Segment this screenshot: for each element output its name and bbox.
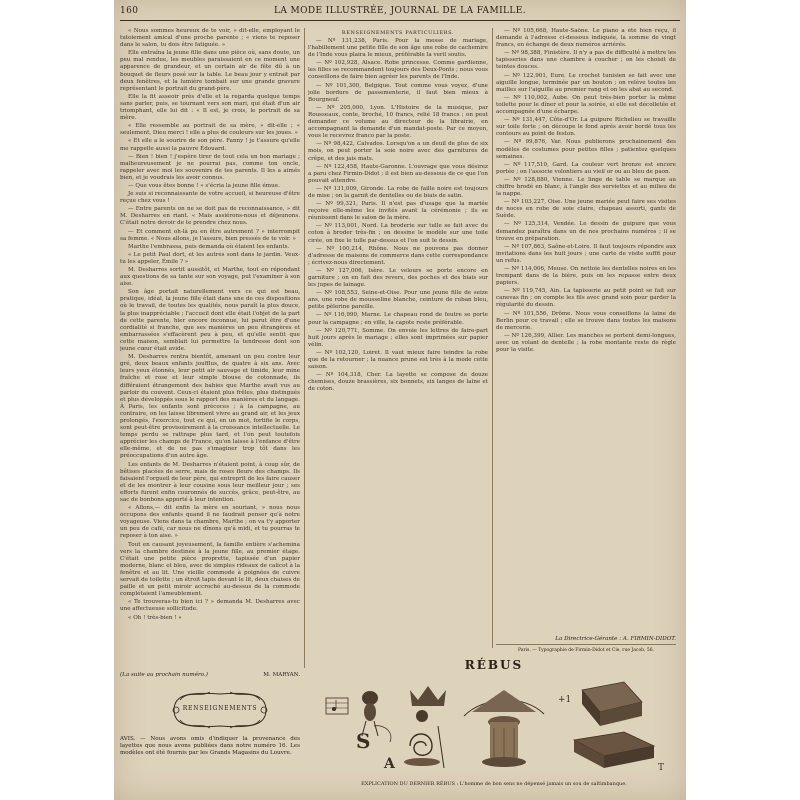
ribbon-icon xyxy=(374,726,391,742)
correspondence-column xyxy=(308,38,488,643)
paragraph: — Nº 122,901, Eure. Le crochet tunisien se fait avec une aiguille longue, terminée par un bouton ; on relève toutes les mailles sur l'aiguille au premier rang et on les abat au second. xyxy=(496,72,676,93)
paragraph: « Et elle a le sourire de son père. Fanny ! je t'assure qu'elle me rappelle aussi la pauvre Édouard. xyxy=(120,138,300,152)
paragraph: M. Desharres sortit aussitôt, et Marthe, tout en répondant aux questions de sa tante sur son voyage, put l'examiner à son aise. xyxy=(120,267,300,288)
paragraph: — Nº 108,553, Seine-et-Oise. Pour une jeune fille de seize ans, une robe de mousseline blanche, ceinture de ruban bleu, petite pèlerine pareille. xyxy=(308,290,488,311)
paragraph: — Nº 101,300, Belgique. Tout comme vous voyez, d'une jolie bordure de passementerie, il faut bien mieux à Bourgneuf. xyxy=(308,82,488,103)
paragraph: — Nº 98,422, Calvados. Lorsqu'on a un deuil de plus de six mois, on peut porter la soie noire avec des garnitures de crêpe, et des jais mats. xyxy=(308,141,488,162)
paragraph: « Nous sommes heureux de te voir, » dit-elle, employant le tutoiement amical d'une proche parente ; « viens te reposer dans le salon, tu dois être fatiguée. » xyxy=(120,28,300,49)
paragraph: — Nº 110,002, Aube. On peut très-bien porter la même toilette pour le dîner et pour la soirée, si elle est décolletée et accompagnée d'une écharpe. xyxy=(496,94,676,116)
paragraph: — Nº 98,388, Finistère. Il n'y a pas de difficulté à mettre les tapisseries dans une chambre à coucher ; on les choisit de teintes douces. xyxy=(496,50,676,71)
avis-notice: AVIS. — Nous avons omis d'indiquer la provenance des layettes que nous avons publiées dans notre numéro 16. Les modèles ont été fournis par les Grands Magasins du Louvre. xyxy=(120,736,300,757)
paragraph: Je suis si reconnaissante de votre accueil, si heureuse d'être reçue chez vous ! xyxy=(120,191,300,205)
paragraph: — Nº 102,120, Loiret. Il vaut mieux faire teindre la robe que de la retourner ; la nuance prune est très à la mode cette saison. xyxy=(308,349,488,371)
paragraph: — Nº 126,399, Allier. Les manches se portent demi-longues, avec un volant de dentelle ; la robe montante reste de règle pour la visite. xyxy=(496,332,676,354)
paragraph: — Nº 104,318, Cher. La layette se compose de douze chemises, douze brassières, six bonnets, six langes de laine et de coton. xyxy=(308,372,488,393)
rebus-illustration xyxy=(324,676,680,774)
paragraph: — Nº 131,238, Paris. Pour la messe de mariage, l'habillement une petite fille de son âge une robe de cachemire de l'Inde vous plaira le mieux, préférable la veril soutis. xyxy=(308,38,488,59)
paragraph: Elle la fit asseoir près d'elle et la regarda quelque temps sans parler, puis, se tournant vers son mari, qui était d'un air triomphant, elle lui dit : « Il est, je crois, le portrait de sa mère. xyxy=(120,93,300,122)
column-divider xyxy=(304,28,305,668)
paragraph: — Nº 128,880, Vienne. Le linge de table se marque au chiffre brodé en blanc, à l'angle des serviettes et au milieu de la nappe. xyxy=(496,176,676,198)
paragraph: M. Desharres rentra bientôt, amenant un peu contre leur gré, deux beaux enfants joufflus, de quatre à six ans. Avec leurs yeux étonnés, leur petit air sauvage et timide, leur mine fraîche et rose et leur simple blouse de cotonnade, ils différaient étrangement des babies que Marthe avait vus au parloir du couvent. Ceux-ci étaient plus frêles, plus distingués et plus développés sous le rapport des manières et du langage. À Paris, les enfants sont précoces ; à la campagne, au contraire, on les laisse librement vivre au grand air, et les jeux prolongés, l'exercice, tout ce qui, en un mot, fortifie le corps, sont peut-être provisoirement à la croissance intellectuelle. Le temps perdu se rattrape plus tard, et l'on peut toutefois apprécier les champs de France, qu'on laisse à l'enfance d'être elle-même, et de ne pas s'imaginer trop tôt dans les préoccupations d'un autre âge. xyxy=(120,354,300,460)
paragraph: — Nº 99,321, Paris. Il n'est pas d'usage que la mariée reçoive elle-même les invités avant la cérémonie ; ils se réunissent dans le salon de la mère. xyxy=(308,201,488,222)
stack-of-books-icon xyxy=(574,732,654,768)
paragraph: « Allons,— dit enfin la mère en souriant, » nous nous occupons des enfants quand il ne faudrait penser qu'à notre voyageuse. Viens dans ta chambre, Marthe ; on va t'y apporter un peu de café, car nous ne dînons qu'à midi, et tu pourras te reposer à ton aise. » xyxy=(120,505,300,540)
paragraph: « Te trouveras-tu bien ici ? » demanda M. Desharres avec une affectueuse sollicitude. xyxy=(120,599,300,613)
column-divider xyxy=(492,28,493,648)
author-name: M. MARYAN. xyxy=(263,672,300,678)
paragraph: Son âge portait naturellement vers ce qui est beau, pratique, idéal, la jeune fille était dans une de ces dispositions où le travail, de toutes les qualités, nous paraît la plus douce, la plus inappréciable ; l'accueil dont elle était l'objet de la part de cette parente, hier encore inconnue, lui parut être d'une cordialité si franche, que ses manières un peu étrangères et embarrassées s'effacèrent peu à peu, et qu'elle sentit que cette maison, semblait lui permettre la tendresse dont son jeune cœur était avide. xyxy=(120,289,300,353)
correspondence-column-continued xyxy=(496,28,676,634)
paragraph: « Oh ! très-bien ! » xyxy=(128,614,182,621)
paragraph: — Nº 125,314, Vendée. Le dessin de guipure que vous demandez paraîtra dans un de nos prochains numéros ; il se trouve en préparation. xyxy=(496,221,676,242)
paragraph: Tout en causant joyeusement, la famille entière s'achemina vers la chambre destinée à la jeune fille, au premier étage. C'était une petite pièce proprette, tapissée d'un papier moderne, blanc et bleu, avec de simples rideaux de calicot à la fenêtre et au lit. Une vieille commode à poignées de cuivre servait de toilette ; un étroit tapis devant le lit, deux chaises de paille et un petit miroir accroché au-dessus de la commode complétaient l'ameublement. xyxy=(120,541,300,598)
paragraph: — Nº 102,928, Alsace. Robe princesse. Comme gardienne, les filles se recommandent toujours des Deux-Ponts ; nous vous conseillons de faire bien agréer les parents de l'Inde. xyxy=(308,60,488,81)
header-rule xyxy=(120,20,680,21)
paragraph: — Nº 131,447, Côte-d'Or. La guipure Richelieu se travaille sur toile forte ; on découpe le fond après avoir bordé tous les contours au point de feston. xyxy=(496,117,676,138)
story-column xyxy=(120,28,300,668)
paragraph: — Nº 122,458, Haute-Garonne. L'ouvrage que vous désirez a paru chez Firmin-Didot ; il est bien au-dessous de ce que l'on pouvait attendre. xyxy=(308,163,488,184)
newspaper-page xyxy=(114,0,686,800)
paragraph: — Nº 103,227, Oise. Une jeune mariée peut faire ses visites de noces en robe de soie claire, chapeau assorti, gants de Suède. xyxy=(496,199,676,220)
printer-imprint: Paris. — Typographie de Firmin-Didot et Cie, rue Jacob, 56. xyxy=(517,648,655,653)
rebus-letter-t: T xyxy=(658,763,665,773)
paragraph: — Entre parents on ne se doit pas de reconnaissance, » dit M. Desharres en riant. « Mais assiérons-nous et déjeunons. C'était notre devoir de te prendre chez nous. xyxy=(120,206,300,227)
paragraph: — Nº 117,510, Gard. La couleur vert bronze est encore portée ; on l'associe volontiers au vieil or ou au bleu de paon. xyxy=(496,161,676,175)
rebus-letter-a: A xyxy=(384,756,395,772)
tent-icon xyxy=(464,690,544,716)
paragraph: — Nº 100,214, Rhône. Nous ne pouvons pas donner d'adresse de maisons de commerce dans cette correspondance ; écrivez-nous directement. xyxy=(308,245,488,266)
page-number: 160 xyxy=(120,6,139,16)
book-icon xyxy=(582,682,642,726)
paragraph: « Le petit Paul dort, et les autres sont dans le jardin. Veux-tu les appeler, Émile ? » xyxy=(120,251,300,265)
paragraph: — Nº 205,000, Lyon. L'Histoire de la musique, par Rousseaux, conte, broché, 10 francs, relié 18 francs ; on peut demander ce volume au directeur de la librairie, en accompagnant la demande d'un mandat-poste. Par ce moyen, vous le recevrez franco par la poste. xyxy=(308,104,488,140)
paragraph: — Nº 101,556, Drôme. Nous vous conseillons la laine de Berlin pour ce travail ; elle se trouve dans toutes les maisons de mercerie. xyxy=(496,310,676,331)
paragraph: — Nº 131,009, Gironde. La robe de faille noire est toujours de mise ; on la garnit de dentelles ou de biais de satin. xyxy=(308,185,488,199)
paragraph: — Bien ! bien ! j'espère tirer de tout cela un bon mariage ; malheureusement je ne pourrai pas, comme ton oncle, rappeler avec moi les souvenirs de tes parents. Il les a aimés bien, et je voudrais les avoir connus. xyxy=(120,153,300,181)
paragraph: — Que vous êtes bonne ! » s'écria la jeune fille émue. xyxy=(128,182,280,189)
rebus-plus-one: +1 xyxy=(558,695,572,705)
renseignements-banner xyxy=(170,688,270,732)
snail-figure-icon xyxy=(404,710,444,768)
rebus-title: RÉBUS xyxy=(464,658,524,672)
rebus-letter-s: S xyxy=(356,729,371,753)
paragraph: — Nº 127,006, Isère. Le velours se porte encore en garniture ; on en fait des revers, des poches et des biais sur les jupes de lainage. xyxy=(308,267,488,289)
paragraph: — Nº 120,771, Somme. On envoie les lettres de faire-part huit jours après le mariage ; elles sont imprimées sur papier vélin. xyxy=(308,327,488,348)
paragraph: Marthe l'embrassa, puis demanda où étaient les enfants. xyxy=(128,243,290,250)
paragraph: — Nº 116,990, Marne. Le chapeau rond de feutre se porte pour la campagne ; en ville, la capote reste préférable. xyxy=(308,312,488,326)
section-heading: RENSEIGNEMENTS PARTICULIERS. xyxy=(341,30,455,36)
page-header xyxy=(120,6,680,20)
paragraph: Elle entraîna la jeune fille dans une pièce où, sans doute, un peu mal rendue, les meubles paraissaient en ce moment une apparence de grandeur, et un certain air de fête dû à un bouquet de fleurs posé sur la table. Le beau jour y entrait par deux fenêtres, et la lumière tombait sur une grande gravure représentant le portrait du grand-père. xyxy=(120,50,300,92)
paragraph: « Elle ressemble au portrait de sa mère, » dit-elle ; « seulement, Dieu merci ! elle a plus de couleurs sur les joues. » xyxy=(120,123,300,137)
crown-icon xyxy=(410,686,446,706)
paragraph: — Nº 113,001, Nord. La broderie sur tulle se fait avec du coton à broder très-fin ; on dessine le modèle sur une toile cirée, on fixe le tulle par-dessus et l'on suit le dessin. xyxy=(308,223,488,244)
paragraph: — Nº 119,745, Ain. La tapisserie au petit point se fait sur canevas fin ; on compte les fils avec grand soin pour garder la régularité du dessin. xyxy=(496,288,676,309)
paragraph: — Et comment oh-là pu en être autrement ? » interrompit sa femme. « Nous allons, je l'assure, bien pressés de te voir. » xyxy=(120,228,300,242)
imprint-rule xyxy=(496,644,676,645)
music-note-icon xyxy=(326,698,348,714)
banner-label: RENSEIGNEMENTS xyxy=(182,705,258,712)
director-signature: La Directrice-Gérante : A. FIRMIN-DIDOT. xyxy=(555,636,676,642)
paragraph: Les enfants de M. Desharres n'étaient point, à coup sûr, de bêtises placées de serre, mais de roses fleurs des champs. Ils faisaient l'orgueil de leur père, qui entreprit de les faire causer et de les montrer à leur cousine sous leur meilleur jour ; ses efforts furent enfin couronnés de succès, grâce, peut-être, au sac de bonbons apporté à leur intention. xyxy=(120,461,300,503)
paragraph: — Nº 99,876, Var. Nous publierons prochainement des modèles de costumes pour petites filles ; patientez quelques semaines. xyxy=(496,139,676,160)
journal-title: LA MODE ILLUSTRÉE, JOURNAL DE LA FAMILLE. xyxy=(273,6,527,16)
continued-note: (La suite au prochain numéro.) xyxy=(120,672,208,678)
paragraph: — Nº 114,006, Meuse. On nettoie les dentelles noires en les trempant dans de la bière, puis on les repasse entre deux papiers. xyxy=(496,266,676,287)
paragraph: — Nº 105,668, Haute-Saône. Le piano a été bien reçu, il demande à l'adresse ci-dessous indiquée, la somme de vingt francs, en échange de deux numéros arriérés. xyxy=(496,28,676,49)
rebus-explication: EXPLICATION DU DERNIER RÉBUS : L'homme de bon sens ne dépensé jamais un sou de saltimbanque. xyxy=(361,781,627,787)
tower-icon xyxy=(482,716,526,767)
paragraph: — Nº 107,863, Saône-et-Loire. Il faut toujours répondre aux invitations dans les huit jours ; une carte de visite suffit pour un refus. xyxy=(496,243,676,264)
